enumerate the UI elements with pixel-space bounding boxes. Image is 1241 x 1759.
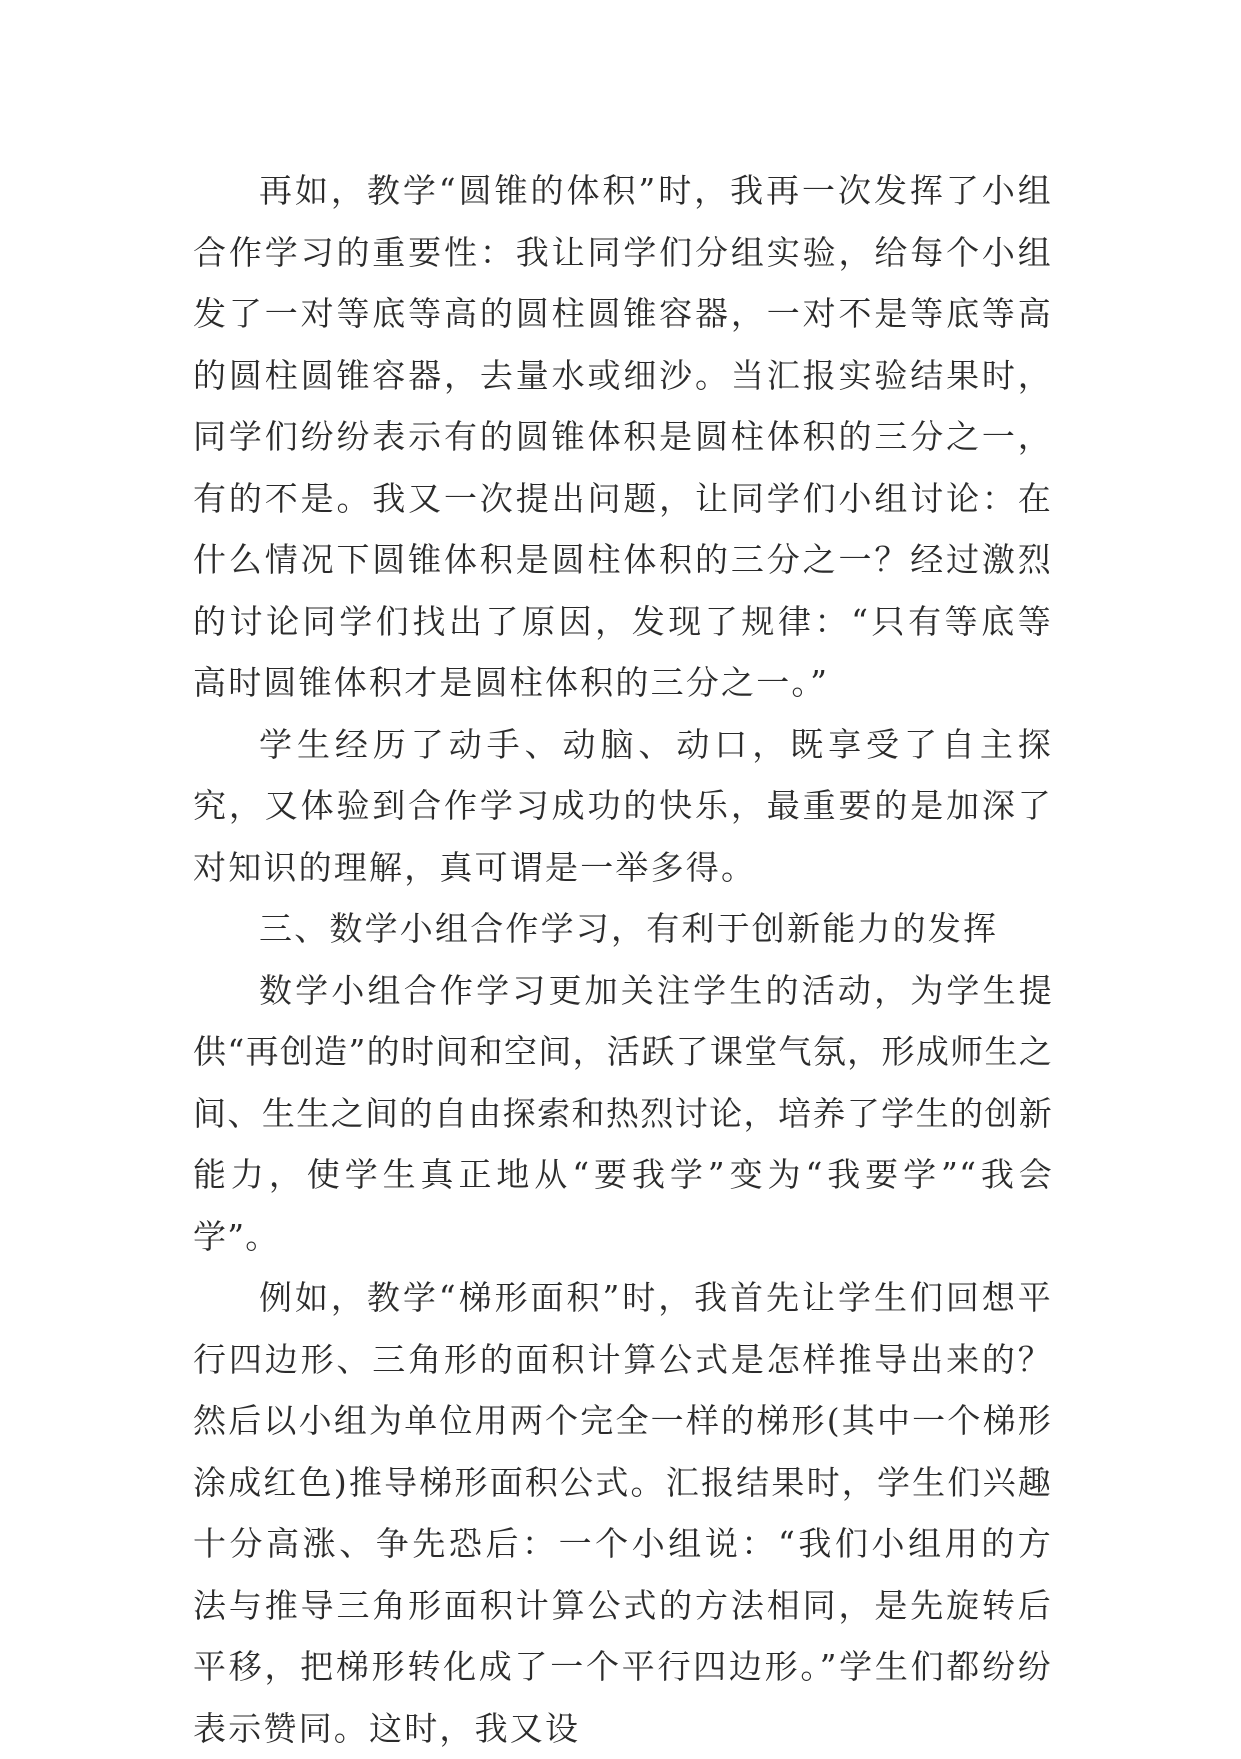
paragraph-trapezoid-example: 例如，教学“梯形面积”时，我首先让学生们回想平行四边形、三角形的面积计算公式是怎样推导出来的？然后以小组为单位用两个完全一样的梯形(其中一个梯形涂成红色)推导梯形面积公式。汇报结果时，学生们兴趣十分高涨、争先恐后：一个小组说：“我们小组用的方法与推导三角形面积计算公式的方法相同，是先旋转后平移，把梯形转化成了一个平行四边形。”学生们都纷纷表示赞同。这时，我又设 bbox=[193, 1278, 1053, 1748]
paragraph-student-experience: 学生经历了动手、动脑、动口，既享受了自主探究，又体验到合作学习成功的快乐，最重要的是加深了对知识的理解，真可谓是一举多得。 bbox=[193, 724, 1053, 887]
document-body bbox=[193, 160, 1053, 1759]
paragraph-group-cooperation: 数学小组合作学习更加关注学生的活动，为学生提供“再创造”的时间和空间，活跃了课堂气氛，形成师生之间、生生之间的自由探索和热烈讨论，培养了学生的创新能力，使学生真正地从“要我学”变为“我要学”“我会学”。 bbox=[193, 970, 1053, 1256]
section-heading-innovation: 三、数学小组合作学习，有利于创新能力的发挥 bbox=[259, 909, 999, 948]
paragraph-cone-volume-example: 再如，教学“圆锥的体积”时，我再一次发挥了小组合作学习的重要性：我让同学们分组实验，给每个小组发了一对等底等高的圆柱圆锥容器，一对不是等底等高的圆柱圆锥容器，去量水或细沙。当汇报实验结果时，同学们纷纷表示有的圆锥体积是圆柱体积的三分之一，有的不是。我又一次提出问题，让同学们小组讨论：在什么情况下圆锥体积是圆柱体积的三分之一？经过激烈的讨论同学们找出了原因，发现了规律：“只有等底等高时圆锥体积才是圆柱体积的三分之一。” bbox=[193, 171, 1053, 702]
